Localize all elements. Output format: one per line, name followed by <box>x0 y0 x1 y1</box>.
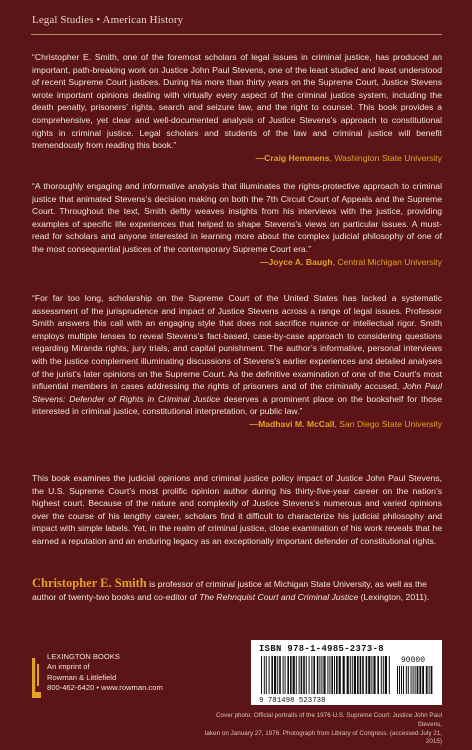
price-code: 90000 <box>401 656 426 665</box>
barcode-bar <box>354 656 356 694</box>
reviewer-name: —Madhavi M. McCall <box>249 418 335 429</box>
barcode-bar <box>274 656 276 694</box>
book-description: This book examines the judicial opinions and criminal justice policy impact of Justice John Paul Stevens, the U.S. Supreme Court’s most prolific opinion author during his thirty-five-year career on the nation’s highest court. Because of the nature and complexity of Justice Stevens’s numerous and varied opinions over the course of his lengthy career, scholars find it difficult to characterize his judicial philosophy and impact with simple labels. Yet, in the realm of criminal justice, close examination of his work reveals that he earned a reputation and an enduring legacy as an exceptionally important defender of constitutional rights. <box>32 473 442 546</box>
barcode-bar <box>385 656 387 694</box>
barcode-bar <box>323 656 325 694</box>
cover-photo-credit <box>190 712 442 747</box>
isbn-text: ISBN 978-1-4985-2373-8 <box>259 644 384 654</box>
category-label: Legal Studies • American History <box>32 14 184 26</box>
barcode-bar <box>347 656 349 694</box>
author-bio <box>32 577 442 603</box>
barcode-bar <box>327 656 328 694</box>
barcode-bar <box>287 656 289 694</box>
barcode-bar <box>290 656 292 694</box>
credit-line-2: taken on January 27, 1976. Photograph from Library of Congress. (accessed July 21, 2015) <box>204 729 442 746</box>
barcode-bar <box>373 656 375 694</box>
publisher-imprint: An imprint of <box>47 662 90 672</box>
lexington-logo-icon <box>32 658 41 698</box>
barcode-bar <box>336 656 338 694</box>
addon-bar <box>422 666 424 694</box>
blurb-text: “A thoroughly engaging and informative analysis that illuminates the rights-protective approach to criminal justice that animated Stevens’s decision making on both the 7th Circuit Court of Appeals and the Supreme Court. Throughout the text, Smith deftly weaves insights from his interviews with the justice, providing examples of specific life experiences that helped to shape Stevens’s views on particular issues. A must-read for scholars and anyone interested in learning more about the complex judicial philosophy of one of the most consequential justices of the contemporary Supreme Court era.” <box>32 181 442 254</box>
addon-bar <box>411 666 412 694</box>
barcode-bar <box>313 656 315 694</box>
barcode-bar <box>283 656 284 694</box>
barcode-bar <box>331 656 333 694</box>
addon-bar <box>406 666 407 694</box>
author-bio-text: is professor of criminal justice at Michigan State University, as well as the author of twenty-two books and co-editor of <box>32 579 427 602</box>
barcode-bar <box>371 656 372 694</box>
barcode-bar <box>350 656 351 694</box>
addon-bar <box>429 666 430 694</box>
addon-bar <box>417 666 419 694</box>
blurb-text: “For far too long, scholarship on the Supreme Court of the United States has lacked a systematic assessment of the jurisprudence and impact of Justice Stevens across a range of legal issues. Professor Smith answers this call with an engaging style that does not sacrifice nuance or intellectual rigor. Smith employs multiple lenses to reveal Stevens’s fact-based, case-by-case approach to considering questions regarding Miranda rights, jury trials, and capital punishment. The author’s informative, personal interviews with the justice complement illuminating discussions of Stevens’s earlier experiences and detailed analyses of the jurist’s later opinions on the Supreme Court. As the definitive examination of one of the Court’s most influential members in cases addressing the rights of prisoners and of the criminally accused, <box>32 293 442 392</box>
credit-line-1: Cover photo: Official portraits of the 1976 U.S. Supreme Court: Justice John Paul Stevens, <box>216 712 442 728</box>
reviewer-name: —Craig Hemmens <box>255 152 330 163</box>
publisher-name: LEXINGTON BOOKS <box>47 652 120 661</box>
barcode-bar <box>277 656 278 694</box>
barcode-bar <box>264 656 265 694</box>
publisher-parent: Rowman & Littlefield <box>47 672 117 682</box>
barcode-bar <box>271 656 273 694</box>
addon-bar <box>403 666 404 694</box>
blurb-baugh <box>32 180 442 268</box>
barcode-bar <box>285 656 286 694</box>
reviewer-name: —Joyce A. Baugh <box>259 256 333 267</box>
barcode-bar <box>352 656 353 694</box>
barcode-bar <box>311 656 312 694</box>
blurb-text-end: deserves a prominent place on the bookshelf for those interested in criminal justice, constitutional interpretation, or public law.” <box>32 393 442 417</box>
reviewer-affiliation: , Washington State University <box>329 152 442 163</box>
barcode-bar <box>357 656 359 694</box>
reviewer-affiliation: , Central Michigan University <box>332 256 442 267</box>
reviewer-affiliation: , San Diego State University <box>334 418 442 429</box>
barcode-bar <box>319 656 320 694</box>
addon-bar <box>426 666 428 694</box>
blurb-hemmens <box>32 51 442 164</box>
addon-bar <box>401 666 402 694</box>
barcode-bar <box>303 656 305 694</box>
blurb-attribution <box>32 256 442 269</box>
addon-bar <box>415 666 416 694</box>
author-bio-end: (Lexington, 2011). <box>358 591 430 602</box>
barcode-bar <box>299 656 300 694</box>
addon-bar <box>413 666 414 694</box>
blurb-attribution <box>32 418 442 431</box>
addon-bar <box>399 666 400 694</box>
barcode-bar <box>334 656 335 694</box>
addon-bar <box>431 666 433 694</box>
barcode-bar <box>269 656 270 694</box>
barcode-bar <box>368 656 370 694</box>
author-name: Christopher E. Smith <box>32 576 147 590</box>
barcode-bar <box>321 656 322 694</box>
barcode-bar <box>301 656 303 694</box>
barcode-bar <box>366 656 368 694</box>
barcode-bar <box>377 656 379 694</box>
addon-bar <box>408 666 409 694</box>
ean-digits: 9 781498 523738 <box>259 697 326 705</box>
publisher-info <box>47 652 163 694</box>
barcode-bar <box>381 656 382 694</box>
barcode-bar <box>306 656 307 694</box>
coedited-title: The Rehnquist Court and Criminal Justice <box>199 591 359 602</box>
barcode-bar <box>362 656 364 694</box>
addon-bar <box>419 666 421 694</box>
addon-bar <box>397 666 398 694</box>
barcode-bar <box>339 656 341 694</box>
barcode-bar <box>389 656 390 694</box>
publisher-contact: 800-462-6420 • www.rowman.com <box>47 683 163 693</box>
barcode-bar <box>296 656 297 694</box>
barcode-bar <box>261 656 262 694</box>
barcode-bar <box>360 656 362 694</box>
blurb-text: “Christopher E. Smith, one of the foremost scholars of legal issues in criminal justice, has produced an important, path-breaking work on Justice John Paul Stevens, one of the least studied and least understood of recent Supreme Court justices. During his more than thirty years on the Supreme Court, Justice Stevens wrote important opinions dealing with virtually every aspect of the criminal justice system, including the death penalty, prisoners’ rights, search and seizure law, and the right to counsel. This book provides a comprehensive, yet clear and well-documented analysis of Justice Stevens’s approach to constitutional rights in criminal justice. Legal scholars and students of the law and criminal justice will benefit tremendously from reading this book.” <box>32 52 442 151</box>
barcode-bar <box>329 656 330 694</box>
barcode-bar <box>309 656 310 694</box>
blurb-mccall <box>32 292 442 431</box>
barcode-bar <box>266 656 267 694</box>
barcode-bar <box>317 656 319 694</box>
barcode-bar <box>279 656 281 694</box>
barcode-bar <box>293 656 295 694</box>
header-divider <box>31 34 442 35</box>
barcode-bar <box>343 656 345 694</box>
book-title-italic: John Paul Stevens: Defender of Rights in Criminal Justice <box>32 381 442 404</box>
barcode-bar <box>383 656 384 694</box>
blurb-attribution <box>32 152 442 165</box>
